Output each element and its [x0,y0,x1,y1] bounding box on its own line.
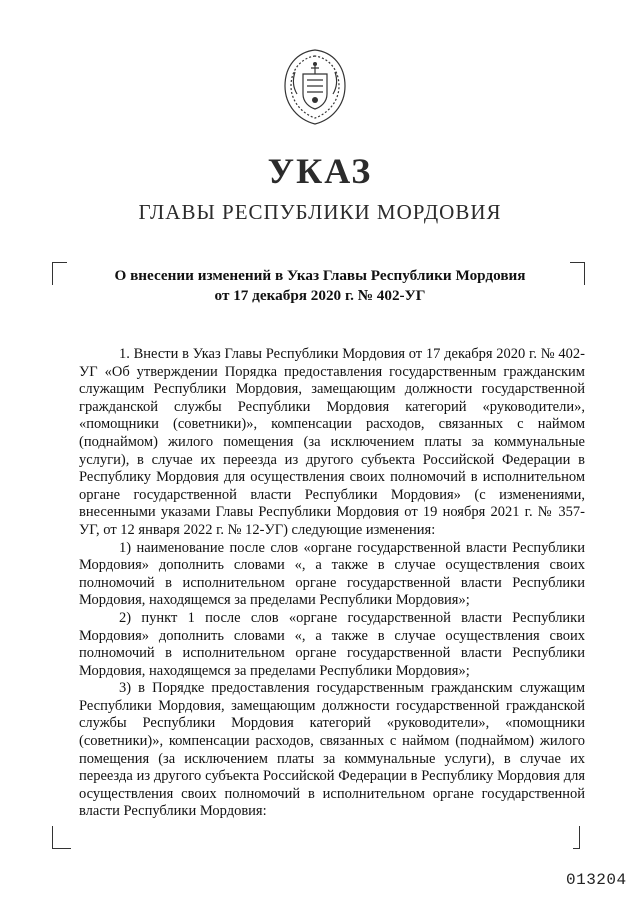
footer-bracket-left [52,826,71,849]
paragraph-2: 1) наименование после слов «органе государственной власти Республики Мордовия» дополнить словами «, а также в случае осуществления своих полномочий в исполнительном органе государственной власти Республики Мордовия, находящемся за пределами Республики Мордовия»; [79,539,585,609]
heading-bracket-right [570,262,585,285]
document-type-title: УКАЗ [267,151,373,191]
heading-bracket-left [52,262,67,285]
coat-of-arms-icon [277,44,353,128]
paragraph-4: 3) в Порядке предоставления государственным гражданским служащим Республики Мордовия, замещающим должности государственной гражданской службы Республики Мордовия категорий «руководители», «помощники (советники)», компенсации расходов, связанных с наймом (поднаймом) жилого помещения (за исключением платы за коммунальные услуги), в случае их переезда из другого субъекта Российской Федерации в Республику Мордовия для осуществления своих полномочий в исполнительном органе государственной власти Республики Мордовия: [79,680,585,820]
document-number: 013204 [566,871,627,889]
issuer-subtitle: ГЛАВЫ РЕСПУБЛИКИ МОРДОВИЯ [138,200,502,224]
heading-line-1: О внесении изменений в Указ Главы Республики Мордовия [114,267,526,284]
heading-line-2: от 17 декабря 2020 г. № 402-УГ [214,287,426,304]
document-body [79,346,585,821]
document-heading [90,266,550,306]
footer-bracket-right [573,826,580,849]
paragraph-3: 2) пункт 1 после слов «органе государственной власти Республики Мордовия» дополнить словами «, а также в случае осуществления своих полномочий в исполнительном органе государственной власти Республики Мордовия, находящемся за пределами Республики Мордовия»; [79,609,585,679]
paragraph-1: 1. Внести в Указ Главы Республики Мордовия от 17 декабря 2020 г. № 402-УГ «Об утверждении Порядка предоставления государственным гражданским служащим Республики Мордовия, замещающим должности государственной гражданской службы Республики Мордовия категорий «руководители», «помощники (советники)», компенсации расходов, связанных с наймом (поднаймом) жилого помещения (за исключением платы за коммунальные услуги), в случае их переезда из другого субъекта Российской Федерации в Республику Мордовия для осуществления своих полномочий в исполнительном органе государственной власти Республики Мордовия» (с изменениями, внесенными указами Главы Республики Мордовия от 19 ноября 2021 г. № 357-УГ, от 12 января 2022 г. № 12-УГ) следующие изменения: [79,346,585,538]
